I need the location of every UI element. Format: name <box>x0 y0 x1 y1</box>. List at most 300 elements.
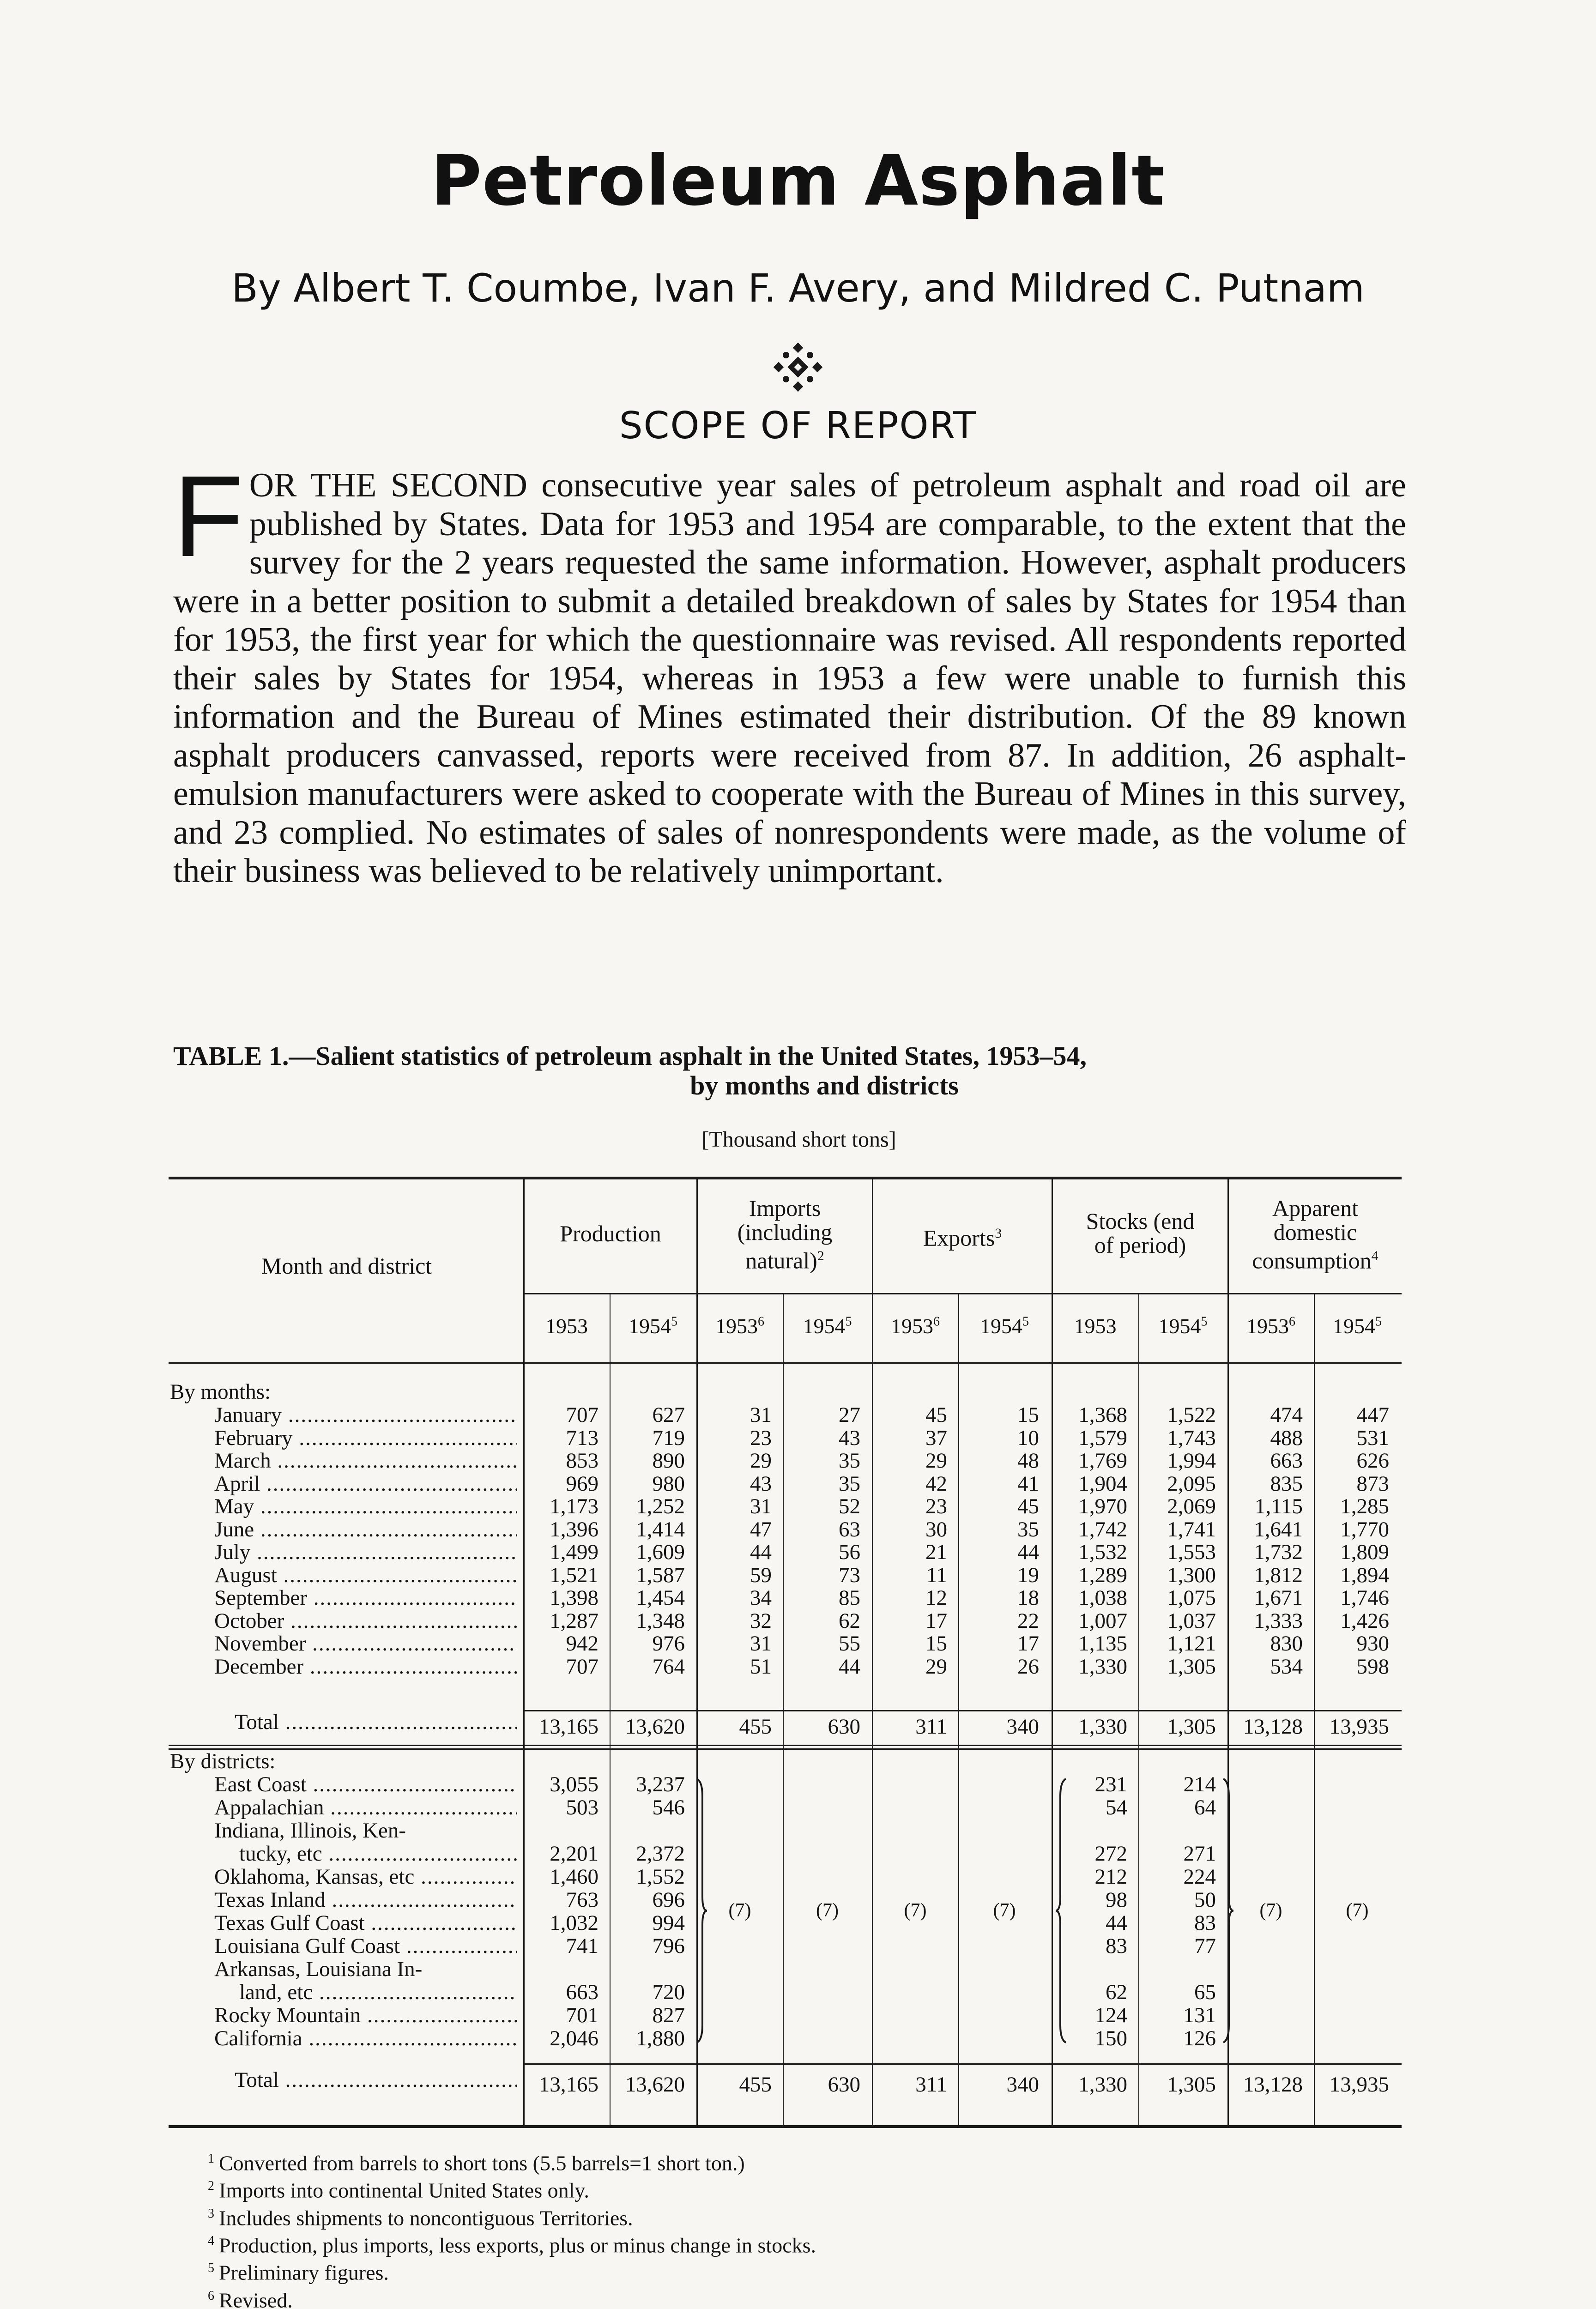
table-caption <box>173 1041 1406 1100</box>
table-cell: 796 <box>652 1934 685 1958</box>
table-cell: 3,237 <box>636 1772 685 1796</box>
year-label: 1953 <box>1074 1314 1117 1338</box>
table-cell: 126 <box>1183 2026 1216 2050</box>
table-cell: 231 <box>1094 1772 1127 1796</box>
table-cell: 1,743 <box>1167 1426 1216 1450</box>
col-header-exports <box>873 1221 1052 1250</box>
table-cell: 707 <box>566 1403 598 1427</box>
table-cell: 663 <box>566 1980 598 2004</box>
months-total-bottom-rule-1 <box>169 1745 1402 1746</box>
table-cell: 1,741 <box>1167 1517 1216 1541</box>
table-cell: 13,935 <box>1329 1715 1389 1739</box>
brace-left-icon <box>1054 1778 1068 2043</box>
table-cell: 52 <box>839 1494 860 1518</box>
table-cell: 1,904 <box>1078 1472 1127 1496</box>
district-label: California ..... <box>214 2027 517 2050</box>
table-cell: 23 <box>925 1494 947 1518</box>
table-cell: 1,532 <box>1078 1540 1127 1564</box>
table-cell: 45 <box>1017 1494 1039 1518</box>
footnote <box>208 2285 1409 2309</box>
article-title: Petroleum Asphalt <box>431 141 1165 221</box>
col-header-label: Apparent domestic consumption <box>1252 1195 1372 1274</box>
table-cell: 942 <box>566 1632 598 1656</box>
table-cell: 1,396 <box>550 1517 598 1541</box>
table-cell: 1,135 <box>1078 1632 1127 1656</box>
table-cell: 1,641 <box>1254 1517 1303 1541</box>
table-cell: 1,038 <box>1078 1586 1127 1610</box>
table-cell: 1,970 <box>1078 1494 1127 1518</box>
not-available-mark: (7) <box>1346 1900 1369 1921</box>
year-label: 1953 <box>1246 1314 1289 1338</box>
table-cell: 12 <box>925 1586 947 1610</box>
district-label: Arkansas, Louisiana In- <box>214 1958 423 1981</box>
table-cell: 18 <box>1017 1586 1039 1610</box>
table-cell: 1,115 <box>1254 1494 1303 1518</box>
table-cell: 630 <box>828 2073 860 2097</box>
footnote-ref: 5 <box>1375 1314 1382 1329</box>
table-cell: 1,770 <box>1340 1517 1389 1541</box>
footnote-ref: 5 <box>1022 1314 1029 1329</box>
district-label: Louisiana Gulf Coast ..... <box>214 1935 517 1958</box>
table-cell: 29 <box>925 1449 947 1473</box>
body-text: OR THE SECOND consecutive year sales of petroleum asphalt and road oil are published by States. Data for 1953 and 1954 are comparable, to the extent that the survey for the 2 years requested the same information. However, asphalt producers were in a better position to submit a detailed breakdown of sales by States for 1954 than for 1953, the first year for which the questionnaire was revised. All respondents reported their sales by States for 1954, whereas in 1953 a few were unable to furnish this information and the Bureau of Mines estimated their distribution. Of the 89 known asphalt producers canvassed, reports were received from 87. In addition, 26 asphalt-emulsion manufacturers were asked to cooperate with the Bureau of Mines in this survey, and 23 complied. No estimates of sales of nonrespondents were made, as the volume of their business was believed to be relatively unimportant. <box>173 466 1406 890</box>
table-cell: 98 <box>1106 1888 1127 1912</box>
table-cell: 51 <box>750 1655 772 1679</box>
table-cell: 29 <box>750 1449 772 1473</box>
month-label: August ..... <box>214 1564 517 1587</box>
table-cell: 2,201 <box>550 1842 598 1866</box>
body-paragraph <box>173 452 1406 891</box>
table-cell: 1,173 <box>550 1494 598 1518</box>
table-cell: 853 <box>566 1449 598 1473</box>
table-cell: 455 <box>739 2073 772 2097</box>
table-cell: 37 <box>925 1426 947 1450</box>
table-cell: 1,553 <box>1167 1540 1216 1564</box>
table-cell: 3,055 <box>550 1772 598 1796</box>
section-label: By months: <box>170 1381 271 1403</box>
year-header <box>873 1314 957 1338</box>
col-header-stocks <box>1053 1209 1227 1257</box>
table-cell: 627 <box>652 1403 685 1427</box>
table-cell: 764 <box>652 1655 685 1679</box>
table-cell: 31 <box>750 1494 772 1518</box>
footnote-number: 3 <box>208 2206 214 2221</box>
section-label: By districts: <box>170 1750 276 1773</box>
table-cell: 531 <box>1356 1426 1389 1450</box>
article-authors: By Albert T. Coumbe, Ivan F. Avery, and Mildred C. Putnam <box>231 266 1365 311</box>
table-cell: 830 <box>1270 1632 1303 1656</box>
col-divider <box>1314 1293 1315 2126</box>
table-cell: 29 <box>925 1655 947 1679</box>
table-cell: 713 <box>566 1426 598 1450</box>
table-cell: 83 <box>1194 1911 1216 1935</box>
table-cell: 44 <box>1017 1540 1039 1564</box>
table-cell: 701 <box>566 2003 598 2027</box>
district-label: Indiana, Illinois, Ken- <box>214 1819 406 1842</box>
table-cell: 1,300 <box>1167 1563 1216 1587</box>
table-bottom-rule <box>169 2125 1402 2128</box>
table-cell: 1,460 <box>550 1865 598 1889</box>
footnote-text: Revised. <box>219 2288 293 2309</box>
table-cell: 763 <box>566 1888 598 1912</box>
month-label: January ..... <box>214 1404 517 1427</box>
table-cell: 35 <box>1017 1517 1039 1541</box>
table-cell: 41 <box>1017 1472 1039 1496</box>
table-cell: 10 <box>1017 1426 1039 1450</box>
table-cell: 455 <box>739 1715 772 1739</box>
month-label: March ..... <box>214 1450 517 1472</box>
table-cell: 1,285 <box>1340 1494 1389 1518</box>
col-divider <box>958 1293 959 2126</box>
table-cell: 1,994 <box>1167 1449 1216 1473</box>
table-cell: 30 <box>925 1517 947 1541</box>
table-cell: 2,069 <box>1167 1494 1216 1518</box>
table-cell: 11 <box>926 1563 947 1587</box>
table-cell: 1,579 <box>1078 1426 1127 1450</box>
table-cell: 930 <box>1356 1632 1389 1656</box>
year-header <box>784 1314 871 1338</box>
table-cell: 56 <box>839 1540 860 1564</box>
table-cell: 13,935 <box>1329 2073 1389 2097</box>
table-cell: 340 <box>1006 2073 1039 2097</box>
table-cell: 2,095 <box>1167 1472 1216 1496</box>
table-cell: 17 <box>925 1609 947 1633</box>
table-cell: 741 <box>566 1934 598 1958</box>
district-label: East Coast ..... <box>214 1773 517 1796</box>
table-cell: 1,330 <box>1078 1715 1127 1739</box>
table-cell: 1,732 <box>1254 1540 1303 1564</box>
table-cell: 42 <box>925 1472 947 1496</box>
table-cell: 224 <box>1183 1865 1216 1889</box>
col-header-label: Stocks (end of period) <box>1086 1208 1195 1258</box>
table-cell: 21 <box>925 1540 947 1564</box>
table-cell: 131 <box>1183 2003 1216 2027</box>
footnote <box>208 2175 1409 2202</box>
table-cell: 1,252 <box>636 1494 685 1518</box>
table-cell: 1,333 <box>1254 1609 1303 1633</box>
table-cell: 1,037 <box>1167 1609 1216 1633</box>
footnote-text: Imports into continental United States only. <box>219 2178 589 2202</box>
table-cell: 54 <box>1106 1795 1127 1819</box>
month-label: May ..... <box>214 1495 517 1518</box>
table-cell: 976 <box>652 1632 685 1656</box>
table-cell: 32 <box>750 1609 772 1633</box>
table-cell: 214 <box>1183 1772 1216 1796</box>
footnote-ref: 5 <box>845 1314 852 1329</box>
not-available-mark: (7) <box>993 1900 1016 1921</box>
footnote-ref: 6 <box>758 1314 764 1329</box>
year-header <box>525 1314 609 1338</box>
month-label: July ..... <box>214 1541 517 1564</box>
table-cell: 13,128 <box>1243 2073 1303 2097</box>
table-cell: 13,165 <box>538 2073 598 2097</box>
not-available-mark: (7) <box>816 1900 839 1921</box>
month-label: December ..... <box>214 1656 517 1678</box>
year-label: 1953 <box>715 1314 758 1338</box>
year-label: 1953 <box>545 1314 588 1338</box>
table-cell: 44 <box>839 1655 860 1679</box>
table-cell: 1,587 <box>636 1563 685 1587</box>
table-cell: 13,620 <box>625 1715 685 1739</box>
table-cell: 1,809 <box>1340 1540 1389 1564</box>
table-cell: 311 <box>915 1715 947 1739</box>
table-cell: 15 <box>925 1632 947 1656</box>
table-cell: 696 <box>652 1888 685 1912</box>
table-cell: 1,812 <box>1254 1563 1303 1587</box>
table-cell: 1,552 <box>636 1865 685 1889</box>
table-cell: 62 <box>839 1609 860 1633</box>
footnotes <box>208 2147 1409 2309</box>
table-cell: 1,305 <box>1167 2073 1216 2097</box>
table-cell: 1,746 <box>1340 1586 1389 1610</box>
year-label: 1954 <box>1158 1314 1201 1338</box>
table-cell: 720 <box>652 1980 685 2004</box>
col-header-production <box>525 1221 696 1245</box>
table-cell: 1,007 <box>1078 1609 1127 1633</box>
table-cell: 44 <box>1106 1911 1127 1935</box>
table-cell: 1,426 <box>1340 1609 1389 1633</box>
table-cell: 31 <box>750 1403 772 1427</box>
table-cell: 15 <box>1017 1403 1039 1427</box>
table-cell: 546 <box>652 1795 685 1819</box>
table-cell: 83 <box>1106 1934 1127 1958</box>
table-cell: 630 <box>828 1715 860 1739</box>
year-header <box>1140 1314 1226 1338</box>
table-cell: 19 <box>1017 1563 1039 1587</box>
table-cell: 1,287 <box>550 1609 598 1633</box>
drop-cap: F <box>173 452 244 580</box>
table-cell: 1,609 <box>636 1540 685 1564</box>
footnote-ref: 4 <box>1371 1248 1378 1263</box>
total-label: Total ..... <box>235 2069 517 2091</box>
table-cell: 2,372 <box>636 1842 685 1866</box>
table-cell: 474 <box>1270 1403 1303 1427</box>
footnote-ref: 5 <box>1201 1314 1208 1329</box>
table-cell: 1,121 <box>1167 1632 1216 1656</box>
footnote-text: Converted from barrels to short tons (5.5 barrels=1 short ton.) <box>219 2151 745 2175</box>
table-cell: 1,305 <box>1167 1655 1216 1679</box>
table-cell: 43 <box>750 1472 772 1496</box>
table-cell: 62 <box>1106 1980 1127 2004</box>
year-header <box>1315 1314 1399 1338</box>
footnote-number: 1 <box>208 2152 214 2166</box>
table-cell: 43 <box>839 1426 860 1450</box>
table-cell: 873 <box>1356 1472 1389 1496</box>
table-cell: 64 <box>1194 1795 1216 1819</box>
table-cell: 488 <box>1270 1426 1303 1450</box>
table-top-rule <box>169 1177 1402 1179</box>
table-cell: 890 <box>652 1449 685 1473</box>
header-bottom-rule <box>169 1362 1402 1364</box>
table-caption-line-1: TABLE 1.—Salient statistics of petroleum asphalt in the United States, 1953–54, <box>173 1041 1087 1071</box>
table-cell: 26 <box>1017 1655 1039 1679</box>
table-cell: 598 <box>1356 1655 1389 1679</box>
table-cell: 35 <box>839 1449 860 1473</box>
district-label: Appalachian ..... <box>214 1796 517 1819</box>
col-divider <box>783 1293 784 2126</box>
table-cell: 34 <box>750 1586 772 1610</box>
footnote-ref: 6 <box>933 1314 940 1329</box>
footnote <box>208 2230 1409 2257</box>
year-header <box>1053 1314 1137 1338</box>
table-cell: 980 <box>652 1472 685 1496</box>
table-cell: 340 <box>1006 1715 1039 1739</box>
year-label: 1954 <box>1333 1314 1375 1338</box>
month-label: September ..... <box>214 1587 517 1609</box>
table-units: [Thousand short tons] <box>701 1127 896 1152</box>
table-cell: 1,368 <box>1078 1403 1127 1427</box>
table-caption-line-2: by months and districts <box>690 1070 959 1100</box>
table-cell: 1,348 <box>636 1609 685 1633</box>
table-cell: 27 <box>839 1403 860 1427</box>
table-cell: 447 <box>1356 1403 1389 1427</box>
table-cell: 835 <box>1270 1472 1303 1496</box>
table-cell: 77 <box>1194 1934 1216 1958</box>
district-label: Rocky Mountain ..... <box>214 2004 517 2027</box>
table-cell: 85 <box>839 1586 860 1610</box>
table-cell: 1,330 <box>1078 1655 1127 1679</box>
table-cell: 1,522 <box>1167 1403 1216 1427</box>
district-label: Texas Inland ..... <box>214 1889 517 1911</box>
table-cell: 1,671 <box>1254 1586 1303 1610</box>
stub-header: Month and district <box>261 1253 432 1279</box>
table-cell: 59 <box>750 1563 772 1587</box>
footnote <box>208 2257 1409 2284</box>
header-year-rule <box>523 1293 1402 1294</box>
table-cell: 2,046 <box>550 2026 598 2050</box>
table-cell: 1,880 <box>636 2026 685 2050</box>
col-header-consumption <box>1229 1196 1402 1273</box>
not-available-mark: (7) <box>728 1900 751 1921</box>
table-cell: 35 <box>839 1472 860 1496</box>
table-cell: 1,330 <box>1078 2073 1127 2097</box>
table-cell: 1,075 <box>1167 1586 1216 1610</box>
table-cell: 272 <box>1094 1842 1127 1866</box>
table-cell: 65 <box>1194 1980 1216 2004</box>
table-cell: 212 <box>1094 1865 1127 1889</box>
total-label: Total ..... <box>235 1711 517 1734</box>
table-cell: 48 <box>1017 1449 1039 1473</box>
table-cell: 707 <box>566 1655 598 1679</box>
table-cell: 1,894 <box>1340 1563 1389 1587</box>
table-cell: 1,454 <box>636 1586 685 1610</box>
months-total-rule <box>523 1710 1402 1711</box>
footnote-ref: 6 <box>1289 1314 1295 1329</box>
table-cell: 45 <box>925 1403 947 1427</box>
month-label: April ..... <box>214 1473 517 1495</box>
col-header-label: Production <box>560 1221 661 1246</box>
table-cell: 44 <box>750 1540 772 1564</box>
table-cell: 1,742 <box>1078 1517 1127 1541</box>
year-label: 1953 <box>891 1314 933 1338</box>
district-label-cont: land, etc ..... <box>239 1981 517 2004</box>
col-header-imports <box>698 1196 872 1273</box>
footnote-number: 5 <box>208 2261 214 2276</box>
table-cell: 719 <box>652 1426 685 1450</box>
table-cell: 150 <box>1094 2026 1127 2050</box>
table-cell: 63 <box>839 1517 860 1541</box>
footnote-text: Preliminary figures. <box>219 2261 389 2285</box>
table-cell: 1,499 <box>550 1540 598 1564</box>
month-label: October ..... <box>214 1610 517 1632</box>
table-cell: 503 <box>566 1795 598 1819</box>
table-cell: 1,521 <box>550 1563 598 1587</box>
table-cell: 47 <box>750 1517 772 1541</box>
district-label-cont: tucky, etc ..... <box>239 1843 517 1865</box>
table-cell: 55 <box>839 1632 860 1656</box>
table-cell: 23 <box>750 1426 772 1450</box>
month-label: February ..... <box>214 1427 517 1450</box>
col-header-label: Imports (including natural) <box>737 1195 833 1274</box>
months-total-bottom-rule-2 <box>169 1748 1402 1750</box>
footnote-number: 2 <box>208 2179 214 2194</box>
table-cell: 31 <box>750 1632 772 1656</box>
district-label: Texas Gulf Coast ..... <box>214 1912 517 1934</box>
not-available-mark: (7) <box>904 1900 927 1921</box>
footnote <box>208 2202 1409 2230</box>
table-cell: 1,414 <box>636 1517 685 1541</box>
table-cell: 50 <box>1194 1888 1216 1912</box>
footnote-text: Production, plus imports, less exports, plus or minus change in stocks. <box>219 2233 816 2257</box>
footnote-ref: 5 <box>671 1314 677 1329</box>
table-cell: 827 <box>652 2003 685 2027</box>
table-cell: 1,032 <box>550 1911 598 1935</box>
table-cell: 1,398 <box>550 1586 598 1610</box>
table-cell: 663 <box>1270 1449 1303 1473</box>
month-label: June ..... <box>214 1518 517 1541</box>
footnote-number: 4 <box>208 2233 214 2248</box>
district-label: Oklahoma, Kansas, etc ..... <box>214 1866 517 1888</box>
month-label: November ..... <box>214 1632 517 1655</box>
table-cell: 13,165 <box>538 1715 598 1739</box>
table-cell: 124 <box>1094 2003 1127 2027</box>
table-cell: 1,769 <box>1078 1449 1127 1473</box>
year-label: 1954 <box>629 1314 671 1338</box>
table-cell: 994 <box>652 1911 685 1935</box>
table-cell: 534 <box>1270 1655 1303 1679</box>
footnote <box>208 2147 1409 2175</box>
not-available-mark: (7) <box>1259 1900 1282 1921</box>
col-divider <box>1138 1293 1139 2126</box>
footnote-ref: 3 <box>995 1226 1002 1241</box>
year-label: 1954 <box>803 1314 846 1338</box>
table-cell: 17 <box>1017 1632 1039 1656</box>
table-cell: 13,128 <box>1243 1715 1303 1739</box>
footnote-ref: 2 <box>817 1248 824 1263</box>
table-cell: 311 <box>915 2073 947 2097</box>
footnote-text: Includes shipments to noncontiguous Territories. <box>219 2206 633 2230</box>
table-cell: 73 <box>839 1563 860 1587</box>
col-divider <box>610 1293 611 2126</box>
year-header <box>698 1314 782 1338</box>
ornament-icon <box>770 339 826 395</box>
year-header <box>960 1314 1049 1338</box>
districts-total-rule <box>523 2063 1402 2065</box>
year-label: 1954 <box>980 1314 1022 1338</box>
table-cell: 1,305 <box>1167 1715 1216 1739</box>
table-cell: 13,620 <box>625 2073 685 2097</box>
table-cell: 271 <box>1183 1842 1216 1866</box>
footnote-number: 6 <box>208 2288 214 2303</box>
year-header <box>611 1314 695 1338</box>
table-cell: 22 <box>1017 1609 1039 1633</box>
table-cell: 626 <box>1356 1449 1389 1473</box>
year-header <box>1229 1314 1313 1338</box>
table-cell: 969 <box>566 1472 598 1496</box>
section-heading: SCOPE OF REPORT <box>619 404 977 447</box>
table-cell: 1,289 <box>1078 1563 1127 1587</box>
col-header-label: Exports <box>923 1225 995 1251</box>
